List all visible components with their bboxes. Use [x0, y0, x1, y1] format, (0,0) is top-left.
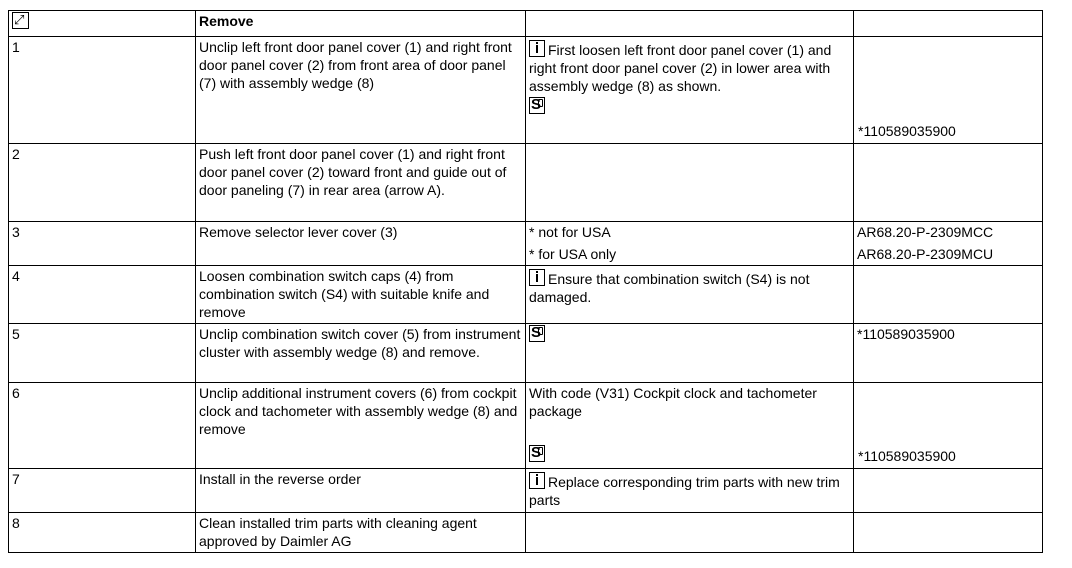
step-variants-cell	[526, 222, 854, 266]
step-note-cell	[526, 383, 854, 469]
step-action: Push left front door panel cover (1) and right front door panel cover (2) toward front and guide out of door paneling (7) in rear area (arrow A).	[196, 144, 526, 222]
step-note-cell	[526, 324, 854, 383]
step-number: 4	[9, 266, 196, 324]
step-action: Unclip additional instrument covers (6) from cockpit clock and tachometer with assembly wedge (8) and remove	[196, 383, 526, 469]
table-header-row	[9, 11, 1043, 37]
step-note-cell	[526, 144, 854, 222]
step-number: 5	[9, 324, 196, 383]
reference-link[interactable]: AR68.20-P-2309MCU	[857, 246, 994, 262]
variant-label: * not for USA	[529, 224, 611, 240]
tool-number: *110589035900	[858, 448, 956, 464]
step-number: 2	[9, 144, 196, 222]
step-note: Ensure that combination switch (S4) is not damaged.	[529, 271, 810, 305]
step-reference-cell	[854, 469, 1043, 513]
step-note: First loosen left front door panel cover (1) and right front door panel cover (2) in lower area with assembly wedge (8) as shown.	[529, 42, 832, 94]
expand-arrows-icon	[12, 12, 29, 29]
step-action: Clean installed trim parts with cleaning agent approved by Daimler AG	[196, 513, 526, 553]
step-action: Install in the reverse order	[196, 469, 526, 513]
tool-number: *110589035900	[857, 326, 955, 342]
step-number: 1	[9, 37, 196, 144]
header-title: Remove	[196, 11, 526, 37]
step-number: 6	[9, 383, 196, 469]
step-note-cell	[526, 469, 854, 513]
step-action: Loosen combination switch caps (4) from combination switch (S4) with suitable knife and remove	[196, 266, 526, 324]
table-row	[9, 513, 1043, 553]
info-icon	[529, 40, 545, 57]
removal-steps-table	[8, 10, 1043, 553]
step-reference-cell	[854, 37, 1043, 144]
step-number: 3	[9, 222, 196, 266]
step-reference-cell	[854, 222, 1043, 266]
variant-label: * for USA only	[529, 246, 617, 262]
special-tool-icon: S	[529, 325, 545, 342]
table-row	[9, 324, 1043, 383]
step-note-cell	[526, 266, 854, 324]
table-row	[9, 266, 1043, 324]
step-note: With code (V31) Cockpit clock and tachometer package	[529, 385, 817, 419]
step-action: Remove selector lever cover (3)	[196, 222, 526, 266]
step-note-cell	[526, 513, 854, 553]
step-reference-cell	[854, 324, 1043, 383]
table-row	[9, 144, 1043, 222]
step-reference-cell	[854, 266, 1043, 324]
step-action: Unclip combination switch cover (5) from instrument cluster with assembly wedge (8) and remove.	[196, 324, 526, 383]
table-row	[9, 469, 1043, 513]
step-reference-cell	[854, 513, 1043, 553]
step-number: 8	[9, 513, 196, 553]
header-empty-cell	[526, 11, 854, 37]
table-row	[9, 37, 1043, 144]
info-icon	[529, 269, 545, 286]
step-note: Replace corresponding trim parts with new trim parts	[529, 474, 840, 508]
step-reference-cell	[854, 144, 1043, 222]
special-tool-icon: S	[529, 445, 545, 462]
reference-link[interactable]: AR68.20-P-2309MCC	[857, 224, 994, 240]
step-reference-cell	[854, 383, 1043, 469]
table-row	[9, 383, 1043, 469]
step-note-cell	[526, 37, 854, 144]
tool-number: *110589035900	[858, 123, 956, 139]
header-empty-cell	[854, 11, 1043, 37]
table-row	[9, 222, 1043, 266]
step-action: Unclip left front door panel cover (1) and right front door panel cover (2) from front area of door panel (7) with assembly wedge (8)	[196, 37, 526, 144]
special-tool-icon: S	[529, 97, 545, 114]
info-icon	[529, 472, 545, 489]
header-icon-cell	[9, 11, 196, 37]
step-number: 7	[9, 469, 196, 513]
